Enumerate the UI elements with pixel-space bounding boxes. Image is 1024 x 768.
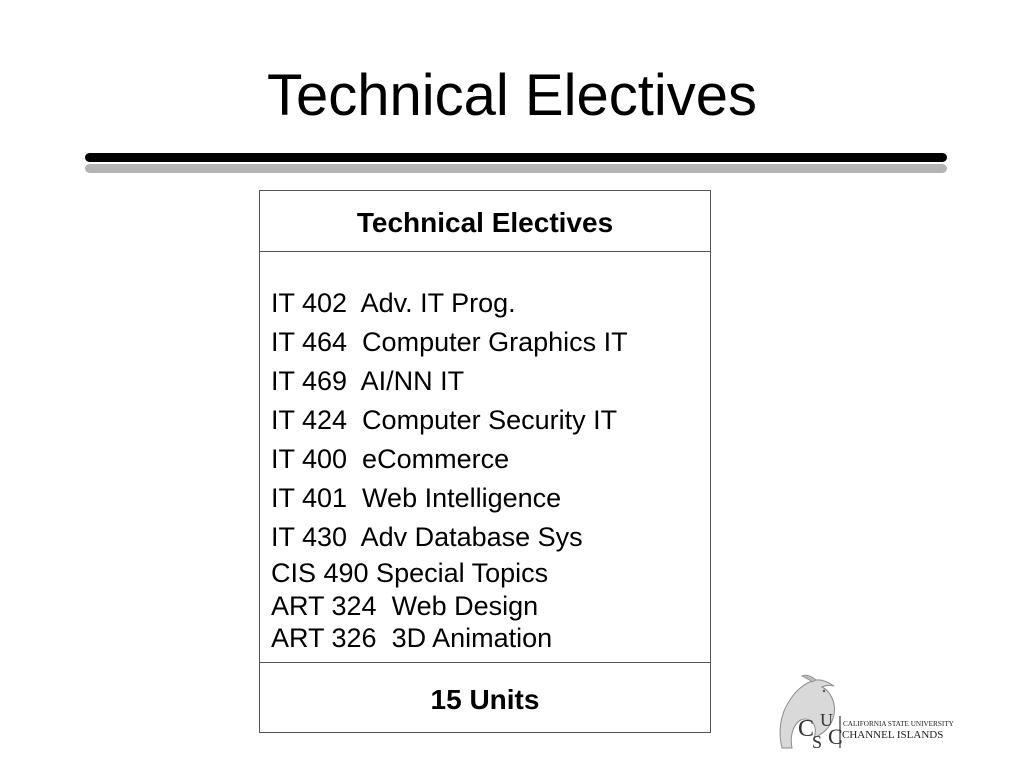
table-footer-units: 15 Units bbox=[430, 684, 540, 715]
title-underline-black bbox=[85, 153, 947, 162]
course-item: IT 469 AI/NN IT bbox=[271, 366, 465, 396]
course-item: ART 324 Web Design bbox=[271, 590, 539, 621]
course-item: IT 464 Computer Graphics IT bbox=[271, 327, 628, 357]
table-header: Technical Electives bbox=[260, 191, 710, 252]
logo-initial: C bbox=[828, 724, 843, 749]
slide-title: Technical Electives bbox=[267, 63, 757, 128]
course-item: IT 430 Adv Database Sys bbox=[271, 522, 583, 552]
course-item: IT 401 Web Intelligence bbox=[271, 483, 562, 513]
logo-line-2: CHANNEL ISLANDS bbox=[842, 729, 944, 741]
logo-initial: S bbox=[812, 732, 823, 752]
course-item: CIS 490 Special Topics bbox=[271, 558, 549, 588]
course-item: IT 400 eCommerce bbox=[271, 444, 510, 474]
logo-line-1: CALIFORNIA STATE UNIVERSITY bbox=[843, 720, 954, 728]
title-underline-gray bbox=[85, 164, 947, 173]
logo-initial: U bbox=[820, 710, 833, 730]
logo-initial: C bbox=[798, 716, 815, 742]
csuci-logo bbox=[776, 674, 954, 753]
course-item: IT 402 Adv. IT Prog. bbox=[271, 288, 516, 318]
course-item: ART 326 3D Animation bbox=[271, 623, 553, 653]
electives-table bbox=[259, 190, 711, 733]
table-body bbox=[260, 252, 710, 663]
course-item: IT 424 Computer Security IT bbox=[271, 405, 618, 435]
